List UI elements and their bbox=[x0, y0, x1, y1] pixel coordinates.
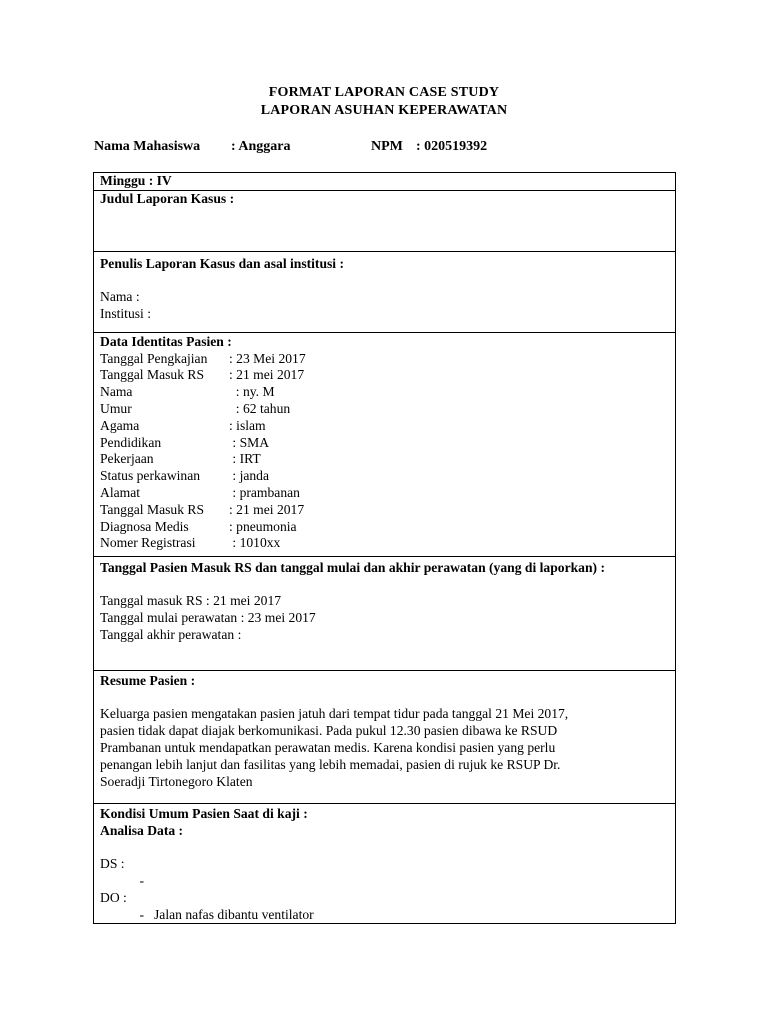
identitas-label: Diagnosa Medis bbox=[100, 518, 189, 534]
minggu-cell: Minggu : IV bbox=[94, 173, 676, 191]
identitas-value: : 1010xx bbox=[229, 535, 281, 551]
identitas-label: Nomer Registrasi bbox=[100, 535, 196, 551]
identitas-row bbox=[100, 435, 669, 452]
document-title: FORMAT LAPORAN CASE STUDY bbox=[268, 85, 500, 100]
identitas-value: : ny. M bbox=[229, 384, 275, 400]
identitas-row bbox=[100, 384, 669, 401]
resume-line: Keluarga pasien mengatakan pasien jatuh dari tempat tidur pada tanggal 21 Mei 2017, bbox=[100, 706, 569, 722]
identitas-row bbox=[100, 535, 669, 552]
identitas-row bbox=[100, 351, 669, 368]
identitas-label: Pekerjaan bbox=[100, 451, 154, 467]
kondisi-heading: Kondisi Umum Pasien Saat di kaji : bbox=[100, 805, 308, 821]
student-name-label: Nama Mahasiswa bbox=[94, 139, 201, 154]
identitas-value: : IRT bbox=[229, 451, 261, 467]
case-study-form bbox=[93, 172, 676, 924]
identitas-list bbox=[100, 351, 669, 553]
npm-label: NPM bbox=[371, 139, 403, 154]
identitas-value: : 62 tahun bbox=[229, 400, 291, 416]
identitas-row bbox=[100, 468, 669, 485]
row-identitas bbox=[94, 332, 676, 556]
penulis-institusi: Institusi : bbox=[100, 306, 151, 322]
resume-heading: Resume Pasien : bbox=[100, 672, 196, 688]
resume-line: Soeradji Tirtonegoro Klaten bbox=[100, 773, 253, 789]
resume-cell bbox=[94, 670, 676, 803]
identitas-row bbox=[100, 485, 669, 502]
kondisi-cell bbox=[94, 803, 676, 924]
identitas-heading: Data Identitas Pasien : bbox=[100, 333, 232, 349]
identitas-cell bbox=[94, 332, 676, 556]
identitas-value: : SMA bbox=[229, 434, 270, 450]
resume-line: Prambanan untuk mendapatkan perawatan medis. Karena kondisi pasien yang perlu bbox=[100, 739, 556, 755]
identitas-row bbox=[100, 519, 669, 536]
identitas-value: : 21 mei 2017 bbox=[229, 367, 305, 383]
identitas-row bbox=[100, 502, 669, 519]
document-subtitle: LAPORAN ASUHAN KEPERAWATAN bbox=[260, 103, 508, 118]
identitas-row bbox=[100, 401, 669, 418]
identitas-label: Alamat bbox=[100, 484, 141, 500]
identitas-row bbox=[100, 367, 669, 384]
do-item bbox=[100, 907, 669, 924]
analisa-heading: Analisa Data : bbox=[100, 822, 184, 838]
identitas-label: Status perkawinan bbox=[100, 468, 201, 484]
resume-line: penangan lebih lanjut dan fasilitas yang lebih memadai, pasien di rujuk ke RSUP Dr. bbox=[100, 756, 561, 772]
identitas-label: Tanggal Masuk RS bbox=[100, 367, 205, 383]
row-perawatan bbox=[94, 556, 676, 670]
perawatan-mulai: Tanggal mulai perawatan : 23 mei 2017 bbox=[100, 610, 316, 626]
penulis-heading: Penulis Laporan Kasus dan asal institusi : bbox=[100, 255, 345, 271]
identitas-label: Tanggal Pengkajian bbox=[100, 350, 208, 366]
ds-label: DS : bbox=[100, 856, 125, 872]
row-minggu bbox=[94, 173, 676, 191]
do-item-text: Jalan nafas dibantu ventilator bbox=[154, 906, 314, 922]
perawatan-heading: Tanggal Pasien Masuk RS dan tanggal mulai dan akhir perawatan (yang di laporkan) : bbox=[100, 559, 605, 575]
perawatan-akhir: Tanggal akhir perawatan : bbox=[100, 626, 242, 642]
identitas-label: Nama bbox=[100, 384, 133, 400]
resume-line: pasien tidak dapat diajak berkomunikasi. Pada pukul 12.30 pasien dibawa ke RSUD bbox=[100, 723, 558, 739]
identitas-label: Agama bbox=[100, 417, 140, 433]
student-name-value: : Anggara bbox=[231, 139, 291, 154]
judul-label: Judul Laporan Kasus : bbox=[100, 190, 235, 206]
identitas-value: : 21 mei 2017 bbox=[229, 501, 305, 517]
do-label: DO : bbox=[100, 889, 127, 905]
identitas-label: Pendidikan bbox=[100, 434, 162, 450]
identitas-row bbox=[100, 418, 669, 435]
do-bullet: - bbox=[139, 906, 144, 922]
identitas-value: : janda bbox=[229, 468, 270, 484]
identitas-label: Tanggal Masuk RS bbox=[100, 501, 205, 517]
judul-cell bbox=[94, 190, 676, 251]
identitas-row bbox=[100, 451, 669, 468]
perawatan-cell bbox=[94, 556, 676, 670]
ds-bullet: - bbox=[139, 872, 144, 888]
row-resume bbox=[94, 670, 676, 803]
identitas-label: Umur bbox=[100, 400, 132, 416]
perawatan-masuk: Tanggal masuk RS : 21 mei 2017 bbox=[100, 593, 282, 609]
identitas-value: : pneumonia bbox=[229, 518, 297, 534]
identitas-value: : 23 Mei 2017 bbox=[229, 350, 306, 366]
resume-text bbox=[100, 706, 669, 790]
npm-value: : 020519392 bbox=[416, 139, 488, 154]
row-judul bbox=[94, 190, 676, 251]
ds-item bbox=[100, 873, 669, 890]
row-penulis bbox=[94, 251, 676, 332]
penulis-nama: Nama : bbox=[100, 289, 140, 305]
identitas-value: : islam bbox=[229, 417, 266, 433]
row-kondisi bbox=[94, 803, 676, 924]
identitas-value: : prambanan bbox=[229, 484, 300, 500]
penulis-cell bbox=[94, 251, 676, 332]
